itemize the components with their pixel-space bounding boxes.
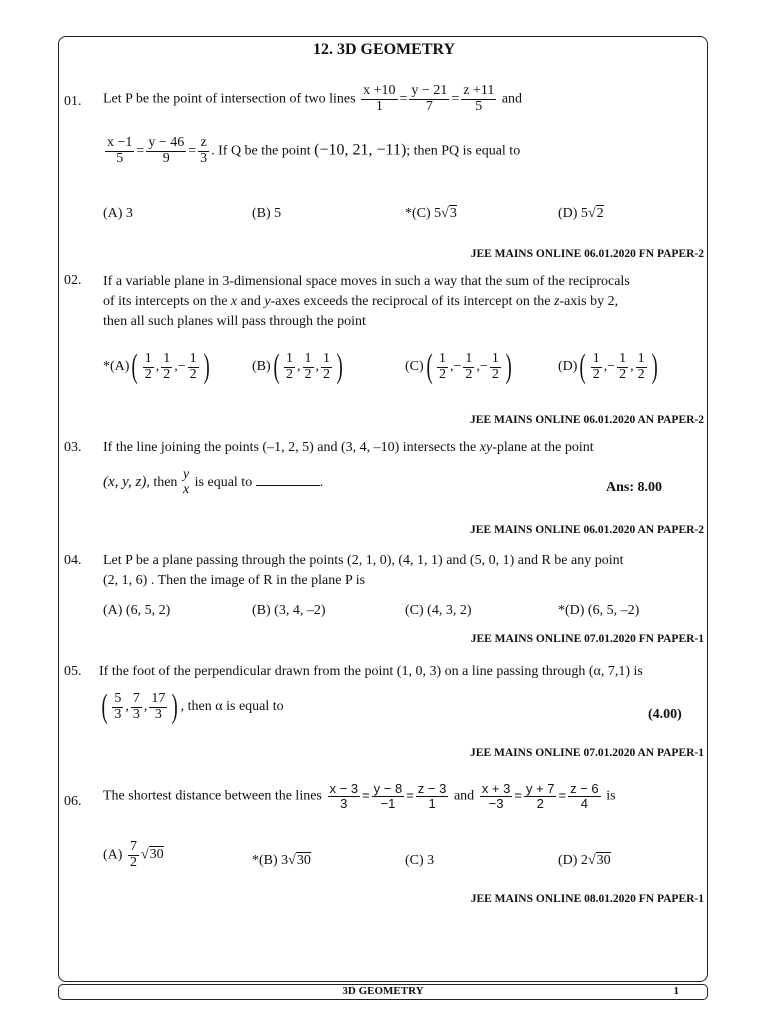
question-number: 05. — [64, 664, 82, 679]
denominator: 3 — [132, 706, 140, 722]
numerator: 1 — [144, 350, 152, 366]
denominator: 2 — [163, 366, 171, 382]
numerator: 1 — [304, 350, 312, 366]
minus: − — [607, 359, 616, 375]
text: ; then PQ is equal to — [406, 143, 521, 159]
fraction — [143, 352, 154, 382]
option-c — [405, 350, 514, 384]
fraction — [128, 840, 139, 870]
fraction — [284, 352, 295, 382]
denominator: 2 — [619, 366, 627, 382]
denominator: 5 — [116, 150, 124, 166]
fraction — [591, 352, 602, 382]
text: -axis by 2, — [559, 294, 619, 309]
source-label: JEE MAINS ONLINE 07.01.2020 FN PAPER-1 — [470, 633, 704, 645]
source-label: JEE MAINS ONLINE 06.01.2020 FN PAPER-2 — [470, 248, 704, 260]
text: . — [319, 474, 324, 490]
fraction — [461, 84, 496, 114]
fraction — [188, 352, 199, 382]
question-text — [103, 440, 594, 456]
numerator: x +10 — [363, 83, 396, 98]
fraction — [112, 692, 123, 722]
option-b — [252, 350, 345, 384]
numerator: 1 — [465, 350, 473, 366]
denominator: 4 — [580, 795, 588, 811]
denominator: 2 — [439, 366, 446, 382]
page-number: 1 — [673, 985, 679, 997]
text: , then — [180, 699, 212, 715]
minus: − — [177, 359, 186, 375]
comma: , — [297, 359, 301, 375]
text: If the foot of the perpendicular drawn from the point (1, 0, 3) on a line passing through — [99, 664, 586, 679]
numerator: 1 — [592, 350, 600, 366]
fraction — [409, 84, 449, 114]
numerator: 7 — [132, 690, 140, 706]
question-text: ( $\frac{5}{3}$ , $\frac{7}{3}$ , $\frac{17}{3}$ ) , then α is equal to — [101, 688, 284, 725]
question-text: The shortest distance between the lines $\frac{x - 3}{3}$ = $\frac{y - 8}{-1}$ = $\frac{z - 3}{1}$ and $\frac{x + 3}{-3}$ = $\frac{y + 7}{2}$ = $\frac{z - 6}{4}$ is — [103, 781, 616, 811]
option-d: (D) 5√2 — [558, 206, 604, 221]
text: (D) 2 — [558, 853, 588, 868]
text: (D) 5 — [558, 206, 588, 221]
denominator: 3 — [200, 150, 208, 166]
numerator: z — [198, 136, 209, 152]
text: . If Q be the point — [211, 143, 311, 159]
numerator: 1 — [163, 350, 171, 366]
text: , then — [146, 474, 178, 490]
numerator: 7 — [129, 839, 137, 854]
source-label: JEE MAINS ONLINE 06.01.2020 AN PAPER-2 — [470, 414, 704, 426]
numerator: z − 3 — [417, 781, 447, 796]
denominator: 2 — [536, 795, 544, 811]
comma: , — [630, 359, 634, 375]
numerator: y − 8 — [373, 781, 403, 796]
text: is — [633, 664, 643, 679]
denominator: 3 — [340, 795, 348, 811]
paren: ( — [426, 348, 433, 385]
text-line — [103, 292, 703, 312]
radicand: 2 — [596, 206, 604, 221]
numerator: 1 — [323, 350, 330, 366]
denominator: 2 — [465, 366, 473, 382]
option-a: (A) (6, 5, 2) — [103, 603, 171, 618]
option-label: *(A) — [103, 359, 130, 375]
numerator: x + 3 — [481, 781, 511, 796]
fraction — [416, 782, 449, 810]
denominator: 2 — [592, 366, 600, 382]
text: and — [453, 788, 475, 804]
comma: , — [476, 359, 480, 375]
question-number: 03. — [64, 440, 82, 455]
fraction — [161, 352, 172, 382]
option-a — [103, 350, 212, 384]
option-b: *(B) 3√30 — [252, 853, 311, 868]
option-label: (B) — [252, 359, 271, 375]
denominator: 9 — [162, 150, 170, 166]
option-label: (C) — [405, 359, 424, 375]
option-c: *(C) 5√3 — [405, 206, 457, 221]
paren: ) — [505, 348, 512, 385]
fraction — [105, 136, 134, 166]
fraction — [372, 782, 405, 810]
denominator: 7 — [425, 98, 433, 114]
text: is equal to — [226, 699, 284, 715]
comma: , — [315, 359, 319, 375]
point: (α, 7,1) — [588, 664, 631, 679]
numerator: z +11 — [463, 83, 495, 98]
comma: , — [450, 359, 454, 375]
fraction — [198, 136, 209, 166]
question-number: 06. — [64, 794, 82, 809]
fraction — [490, 352, 501, 382]
fraction — [568, 782, 601, 810]
question-number: 02. — [64, 273, 82, 288]
text: Let P be the point of intersection of two lines — [103, 91, 356, 107]
denominator: 2 — [129, 854, 137, 870]
page-title: 12. 3D GEOMETRY — [312, 41, 456, 58]
var: α — [215, 699, 223, 715]
option-d: *(D) (6, 5, –2) — [558, 603, 640, 618]
text: If the line joining the points (–1, 2, 5) and (3, 4, –10) intersects the — [103, 440, 480, 455]
question-text: Let P be the point of intersection of two lines $\frac{x +10}{1}$ = $\frac{y - 21}{7}$ = $\frac{z +11}{5}$ and — [103, 83, 523, 114]
text: of its intercepts on the — [103, 294, 231, 309]
denominator: 2 — [491, 366, 499, 382]
denominator: x — [182, 481, 190, 497]
numerator: 1 — [491, 350, 499, 366]
text: and — [501, 91, 523, 107]
var: y — [264, 294, 271, 309]
fraction — [303, 352, 314, 382]
fraction — [617, 352, 628, 382]
fraction — [437, 352, 448, 382]
numerator: 1 — [439, 350, 446, 366]
paren: ( — [101, 688, 108, 725]
question-text — [103, 468, 323, 497]
fraction — [183, 468, 189, 497]
denominator: 3 — [154, 706, 162, 722]
option-a: (A) 3 — [103, 206, 133, 221]
option-c: (C) 3 — [405, 853, 435, 868]
denominator: −1 — [380, 795, 396, 811]
var: xy — [479, 440, 493, 455]
denominator: 2 — [304, 366, 312, 382]
comma: , — [155, 359, 160, 375]
numerator: 5 — [114, 690, 122, 706]
denominator: 1 — [375, 98, 383, 114]
answer-blank — [256, 485, 320, 486]
page-footer — [58, 984, 708, 1000]
numerator: 1 — [619, 350, 627, 366]
point: (x, y, z) — [103, 473, 147, 490]
text-line: If a variable plane in 3-dimensional space moves in such a way that the sum of the reciprocals — [103, 274, 630, 289]
fraction — [131, 692, 142, 722]
numerator: y + 7 — [525, 781, 555, 796]
answer: Ans: 8.00 — [606, 480, 663, 495]
var: x — [230, 294, 238, 309]
text: -plane at the point — [492, 440, 594, 455]
text-line: Let P be a plane passing through the points (2, 1, 0), (4, 1, 1) and (5, 0, 1) and R be any point — [103, 553, 624, 568]
paren: ( — [131, 348, 139, 385]
text: *(B) 3 — [252, 853, 289, 868]
denominator: 3 — [114, 706, 122, 722]
point: (−10, 21, −11) — [314, 141, 407, 159]
paren: ) — [203, 348, 210, 385]
option-c: (C) (4, 3, 2) — [405, 603, 472, 618]
fraction — [480, 782, 513, 810]
option-a: (A) $\frac{7}{2}$ √30 — [103, 839, 164, 870]
text: and — [237, 294, 265, 309]
radicand: 30 — [296, 853, 311, 868]
question-text — [103, 272, 703, 332]
denominator: 2 — [637, 366, 645, 382]
footer-title: 3D GEOMETRY — [342, 985, 424, 997]
paren: ) — [336, 348, 343, 385]
fraction — [321, 352, 332, 382]
source-label: JEE MAINS ONLINE 07.01.2020 AN PAPER-1 — [470, 747, 704, 759]
fraction — [149, 692, 167, 722]
numerator: 17 — [151, 690, 166, 706]
numerator: y − 46 — [148, 135, 185, 150]
paren: ) — [651, 348, 658, 385]
option-d — [558, 350, 660, 384]
source-label: JEE MAINS ONLINE 06.01.2020 AN PAPER-2 — [470, 524, 704, 536]
radicand: 30 — [596, 853, 611, 868]
question-text — [103, 551, 703, 591]
text: -axes exceeds the reciprocal of its intercept on the — [270, 294, 554, 309]
fraction — [636, 352, 647, 382]
numerator: y − 21 — [411, 83, 448, 98]
text-line: then all such planes will pass through the point — [103, 314, 366, 329]
text: is equal to — [194, 474, 253, 490]
fraction — [524, 782, 557, 810]
text-line: (2, 1, 6) . Then the image of R in the plane P is — [103, 573, 366, 588]
numerator: 1 — [637, 350, 645, 366]
text: *(C) 5 — [405, 206, 442, 221]
option-label: (A) — [103, 847, 123, 863]
question-text — [99, 664, 643, 680]
option-b: (B) 5 — [252, 206, 282, 221]
denominator: 5 — [475, 98, 483, 114]
fraction — [146, 136, 186, 166]
minus: − — [453, 359, 462, 375]
answer: (4.00) — [648, 707, 682, 722]
denominator: 2 — [323, 366, 330, 382]
denominator: 2 — [286, 366, 293, 382]
paren: ) — [171, 688, 179, 725]
denominator: 2 — [144, 366, 152, 382]
numerator: x −1 — [107, 135, 133, 150]
fraction — [328, 782, 361, 810]
source-label: JEE MAINS ONLINE 08.01.2020 FN PAPER-1 — [470, 893, 704, 905]
denominator: −3 — [488, 795, 504, 811]
option-label: (D) — [558, 359, 578, 375]
numerator: 1 — [286, 350, 293, 366]
radicand: 3 — [449, 206, 457, 221]
denominator: 2 — [189, 366, 197, 382]
text: is — [606, 788, 616, 804]
paren: ( — [273, 348, 280, 385]
question-number: 01. — [64, 94, 82, 109]
radicand: 30 — [149, 847, 164, 863]
numerator: z − 6 — [570, 781, 599, 796]
question-number: 04. — [64, 553, 82, 568]
question-text: $\frac{x -1}{5}$ = $\frac{y - 46}{9}$ = $\frac{z}{3}$ . If Q be the point (−10, 21, −11); then PQ is equal to — [107, 135, 521, 166]
option-b: (B) (3, 4, –2) — [252, 603, 326, 618]
fraction — [463, 352, 474, 382]
numerator: 1 — [189, 350, 197, 366]
minus: − — [479, 359, 488, 375]
numerator: x − 3 — [329, 781, 359, 796]
text: The shortest distance between the lines — [103, 788, 322, 804]
comma: , — [603, 359, 608, 375]
comma: , — [174, 359, 178, 375]
denominator: 1 — [428, 795, 436, 811]
fraction — [361, 84, 397, 114]
var: z — [553, 294, 560, 309]
numerator: y — [182, 467, 190, 482]
paren: ( — [579, 348, 587, 385]
option-d: (D) 2√30 — [558, 853, 611, 868]
